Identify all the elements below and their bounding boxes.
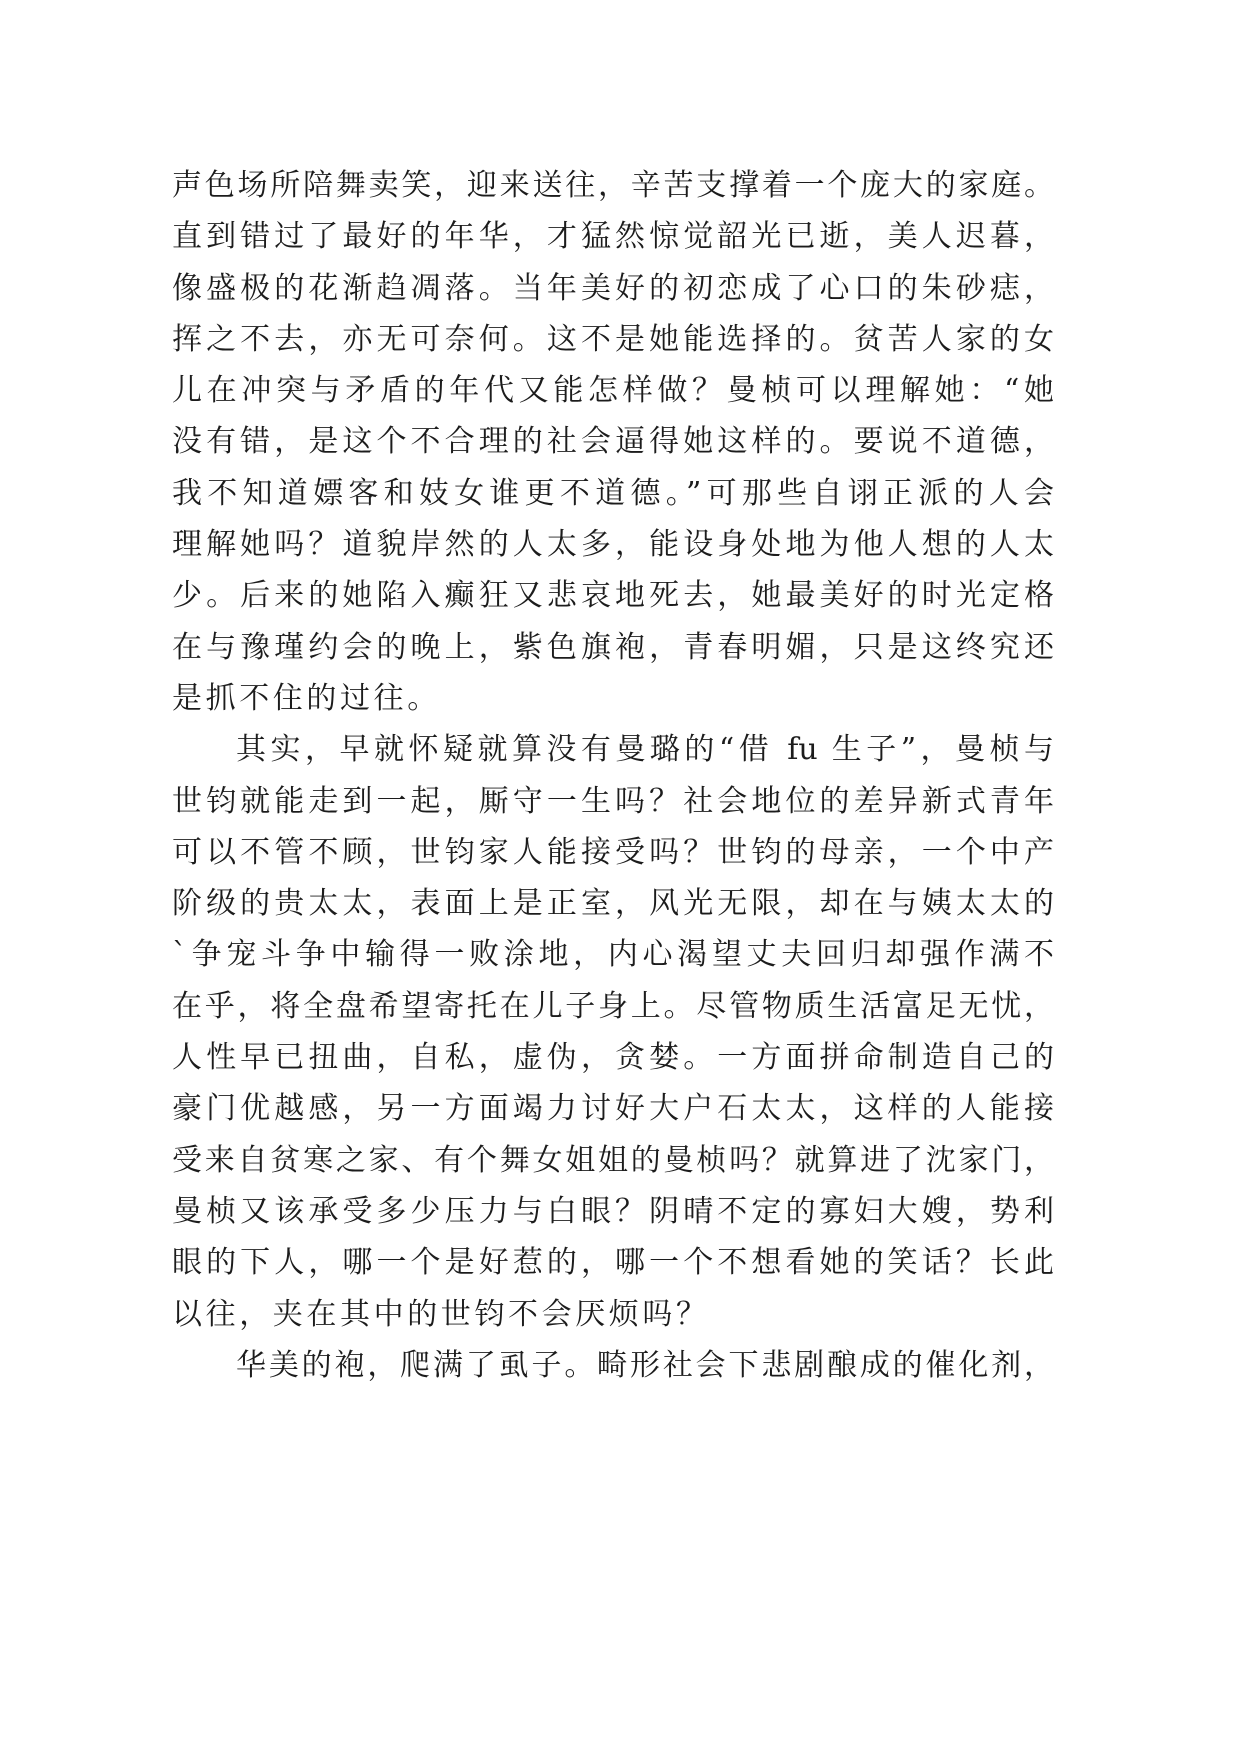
text-line: 豪门优越感，另一方面竭力讨好大户石太太，这样的人能接	[172, 1091, 1054, 1127]
text-line: 可以不管不顾，世钧家人能接受吗？世钧的母亲，一个中产	[172, 834, 1054, 870]
text-line: 曼桢又该承受多少压力与白眼？阴晴不定的寡妇大嫂，势利	[172, 1193, 1054, 1229]
text-line: 像盛极的花渐趋凋落。当年美好的初恋成了心口的朱砂痣，	[172, 270, 1054, 306]
paragraph	[172, 160, 1054, 724]
text-line: 以往，夹在其中的世钧不会厌烦吗？	[172, 1296, 710, 1332]
text-line: 在与豫瑾约会的晚上，紫色旗袍，青春明媚，只是这终究还	[172, 629, 1054, 665]
text-line: `争宠斗争中输得一败涂地，内心渴望丈夫回归却强作满不	[172, 937, 1054, 973]
text-line: 受来自贫寒之家、有个舞女姐姐的曼桢吗？就算进了沈家门，	[172, 1142, 1054, 1178]
text-line: 其实，早就怀疑就算没有曼璐的“借 fu 生子”，曼桢与	[236, 732, 1054, 768]
text-line: 挥之不去，亦无可奈何。这不是她能选择的。贫苦人家的女	[172, 321, 1054, 357]
text-line: 世钧就能走到一起，厮守一生吗？社会地位的差异新式青年	[172, 783, 1054, 819]
text-line: 人性早已扭曲，自私，虚伪，贪婪。一方面拼命制造自己的	[172, 1040, 1054, 1076]
text-line: 直到错过了最好的年华，才猛然惊觉韶光已逝，美人迟暮，	[172, 219, 1054, 255]
text-line: 理解她吗？道貌岸然的人太多，能设身处地为他人想的人太	[172, 527, 1054, 563]
text-line: 少。后来的她陷入癫狂又悲哀地死去，她最美好的时光定格	[172, 578, 1054, 614]
text-line: 眼的下人，哪一个是好惹的，哪一个不想看她的笑话？长此	[172, 1245, 1054, 1281]
paragraph	[172, 724, 1054, 1340]
text-line: 华美的袍，爬满了虱子。畸形社会下悲剧酿成的催化剂，	[236, 1347, 1054, 1383]
text-line: 是抓不住的过往。	[172, 680, 441, 716]
paragraph	[172, 1340, 1054, 1391]
text-line: 我不知道嫖客和妓女谁更不道德。”可那些自诩正派的人会	[172, 475, 1054, 511]
text-line: 阶级的贵太太，表面上是正室，风光无限，却在与姨太太的	[172, 886, 1054, 922]
text-line: 儿在冲突与矛盾的年代又能怎样做？曼桢可以理解她：“她	[172, 373, 1054, 409]
body-text	[172, 160, 1054, 1391]
text-line: 没有错，是这个不合理的社会逼得她这样的。要说不道德，	[172, 424, 1054, 460]
text-line: 在乎，将全盘希望寄托在儿子身上。尽管物质生活富足无忧，	[172, 988, 1054, 1024]
text-line: 声色场所陪舞卖笑，迎来送往，辛苦支撑着一个庞大的家庭。	[172, 168, 1054, 203]
